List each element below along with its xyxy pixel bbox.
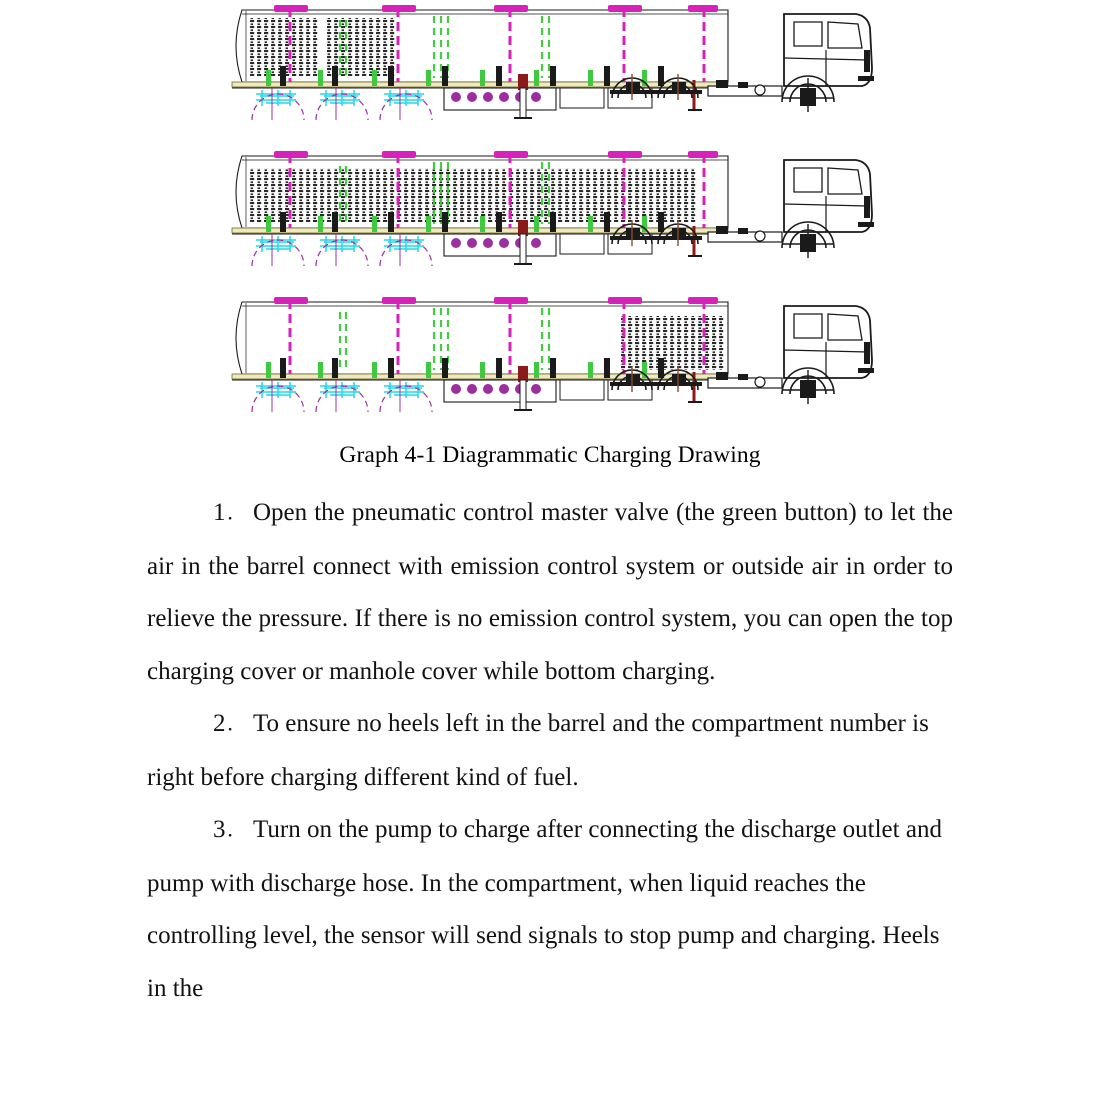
instruction-number-1: 1 — [213, 499, 226, 526]
tanker-drawing-view-1 — [222, 2, 894, 128]
instruction-marker-period-1: ． — [227, 502, 247, 524]
instruction-text-1: Open the pneumatic control master valve (the green button) to let the air in the barrel connect with emission control system or outside air in order to relieve the pressure. If there is no emission control system, you can open the top charging cover or manhole cover while bottom charging. — [147, 499, 953, 685]
instruction-number-3: 3 — [213, 816, 226, 843]
instruction-paragraph-1 — [147, 487, 953, 698]
instruction-text-2: To ensure no heels left in the barrel and the compartment number is right before charging different kind of fuel. — [147, 710, 929, 791]
figure-caption: Graph 4-1 Diagrammatic Charging Drawing — [339, 442, 761, 468]
instructions-list — [147, 487, 953, 1015]
instruction-marker-period-3: ． — [227, 819, 247, 841]
figure-charging-drawing — [0, 0, 1100, 432]
instruction-number-2: 2 — [213, 710, 226, 737]
tanker-drawing-view-2 — [222, 148, 894, 274]
instruction-marker-period-2: ． — [227, 713, 247, 735]
instruction-paragraph-3 — [147, 804, 953, 1015]
instruction-text-3: Turn on the pump to charge after connecting the discharge outlet and pump with discharge hose. In the compartment, when liquid reaches the controlling level, the sensor will send signals to stop pump and charging. Heels in the — [147, 816, 942, 1002]
instruction-paragraph-2 — [147, 698, 953, 804]
tanker-drawing-view-3 — [222, 294, 894, 420]
